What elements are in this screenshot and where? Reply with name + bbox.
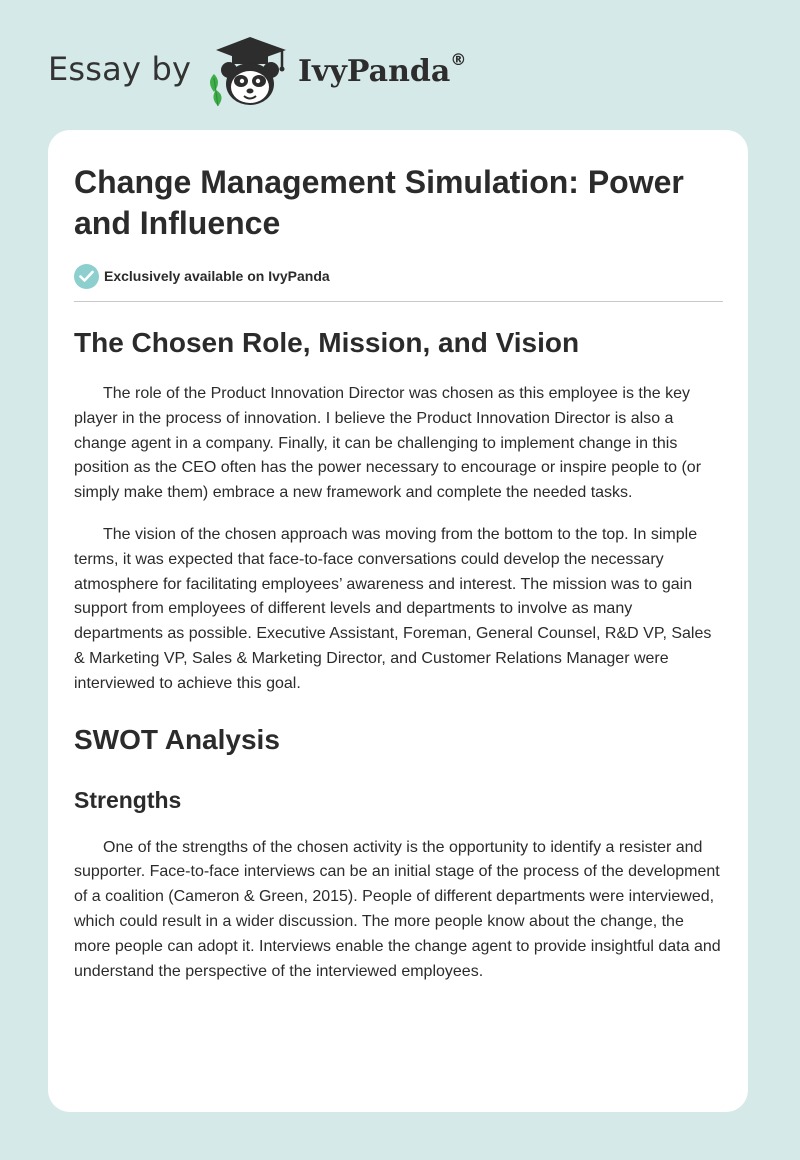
title-divider xyxy=(74,301,723,302)
essay-card xyxy=(48,130,748,1112)
paragraph-strengths: One of the strengths of the chosen activity is the opportunity to identify a resister and supporter. Face-to-face interviews can be an initial stage of the process of the development of a coalition (Cameron & Green, 2015). People of different departments were interviewed, which could result in a wider discussion. The more people know about the change, the more people can adopt it. Interviews enable the change agent to provide insightful data and understand the perspective of the interviewed employees. xyxy=(74,838,721,980)
essay-content xyxy=(74,162,723,984)
exclusive-badge-label: Exclusively available on IvyPanda xyxy=(104,268,330,284)
registered-mark: ® xyxy=(450,50,467,69)
brand-name-text: IvyPanda xyxy=(298,54,451,89)
paragraph-role: The role of the Product Innovation Director was chosen as this employee is the key player in the process of innovation. I believe the Product Innovation Director is also a change agent in a company. Finally, it can be challenging to implement change in this position as the CEO often has the power necessary to encourage or inspire people to (or simply make them) embrace a new framework and complete the needed tasks. xyxy=(74,385,702,502)
subheading-strengths: Strengths xyxy=(74,786,182,813)
section-heading-swot: SWOT Analysis xyxy=(74,723,280,755)
brand-name[interactable] xyxy=(298,50,467,89)
site-header xyxy=(48,34,508,108)
exclusive-badge xyxy=(74,263,723,289)
section-heading-role: The Chosen Role, Mission, and Vision xyxy=(74,327,580,358)
panda-logo-icon[interactable] xyxy=(204,34,296,108)
paragraph-vision: The vision of the chosen approach was moving from the bottom to the top. In simple terms, it was expected that face-to-face conversations could develop the necessary atmosphere for facilitating employees’ awareness and interest. The mission was to gain support from employees of different levels and departments to involve as many departments as possible. Executive Assistant, Foreman, General Counsel, R&D VP, Sales & Marketing VP, Sales & Marketing Director, and Customer Relations Manager were interviewed to achieve this goal. xyxy=(74,525,712,692)
essay-by-label: Essay by xyxy=(48,50,192,88)
essay-title: Change Management Simulation: Power and Influence xyxy=(74,164,684,241)
check-circle-icon xyxy=(74,264,99,289)
